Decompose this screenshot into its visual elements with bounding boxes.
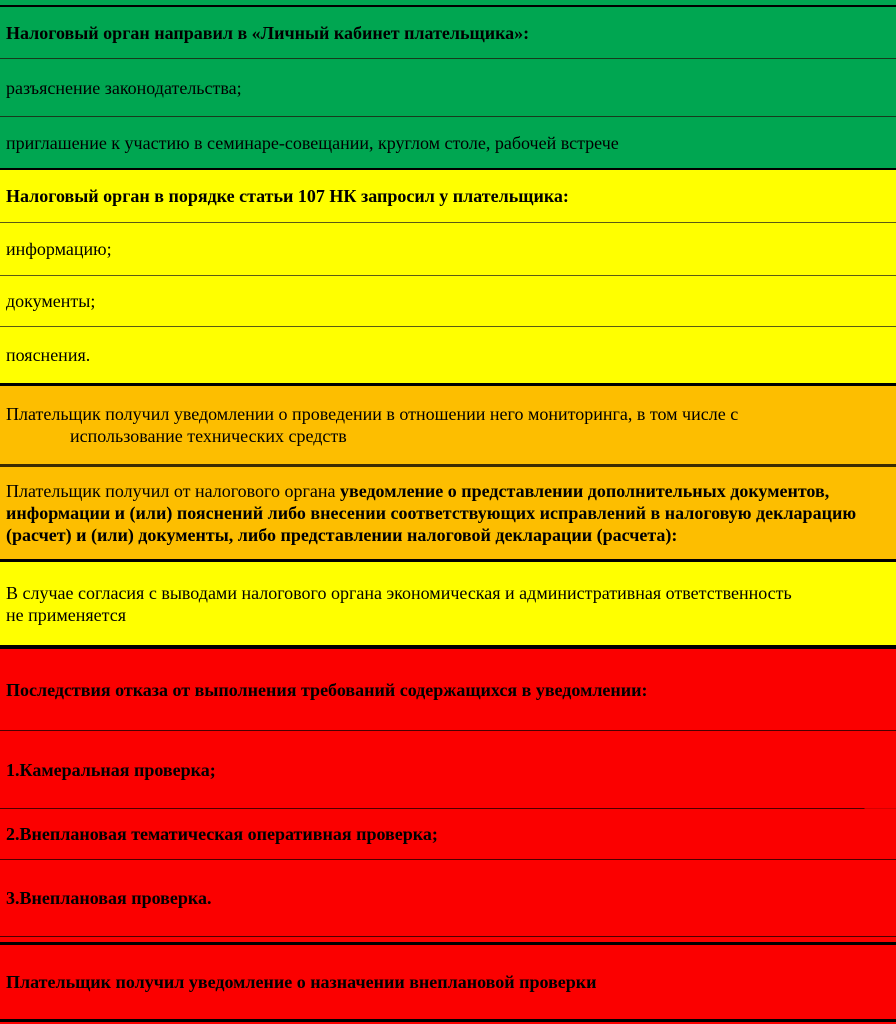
row-red-item-2: [0, 809, 896, 859]
yellow-item-2-text: документы;: [6, 291, 96, 311]
row-green-header: [0, 7, 896, 58]
row-yellow-item-1: [0, 223, 896, 275]
notice-line-3: (расчет) и (или) документы, либо представлении налоговой декларации (расчета):: [6, 525, 678, 545]
yellow-header-text: Налоговый орган в порядке статьи 107 НК запросил у плательщика:: [6, 186, 569, 206]
row-red-header: [0, 649, 896, 730]
row-green-item-1: [0, 59, 896, 116]
red-header-text: Последствия отказа от выполнения требований содержащихся в уведомлении:: [6, 679, 648, 700]
agreement-line-2: не применяется: [6, 604, 127, 625]
green-item-1-text: разъяснение законодательства;: [6, 77, 242, 98]
red-footer-text: Плательщик получил уведомление о назначении внеплановой проверки: [6, 972, 597, 992]
row-orange-monitoring: [0, 386, 896, 464]
row-yellow-header: [0, 170, 896, 222]
yellow-item-3-text: пояснения.: [6, 345, 91, 365]
row-green-item-2: [0, 117, 896, 168]
notice-line-1-normal: Плательщик получил от налогового органа: [6, 481, 340, 501]
monitoring-line-2: использование технических средств: [70, 426, 347, 446]
row-orange-notice: [0, 467, 896, 559]
red-item-2-text: 2.Внеплановая тематическая оперативная проверка;: [6, 824, 438, 844]
row-yellow-item-3: [0, 327, 896, 383]
row-red-item-1: [0, 731, 896, 808]
notice-line-2: информации и (или) пояснений либо внесении соответствующих исправлений в налоговую декларацию: [6, 503, 857, 523]
row-red-item-3: [0, 860, 896, 936]
row-yellow-agreement: [0, 562, 896, 645]
notice-line-1: [6, 480, 886, 502]
green-header-text: Налоговый орган направил в «Личный кабинет плательщика»:: [6, 22, 530, 43]
red-item-3-text: 3.Внеплановая проверка.: [6, 888, 212, 908]
yellow-item-1-text: информацию;: [6, 239, 112, 259]
row-red-footer: [0, 945, 896, 1019]
row-yellow-item-2: [0, 276, 896, 326]
green-item-2-text: приглашение к участию в семинаре-совещании, круглом столе, рабочей встрече: [6, 132, 619, 153]
notice-line-1-bold: уведомление о представлении дополнительных документов,: [339, 481, 830, 501]
monitoring-line-1: Плательщик получил уведомлении о проведении в отношении него мониторинга, в том числе с: [6, 404, 739, 424]
agreement-line-1: В случае согласия с выводами налогового органа экономическая и административная ответственность: [6, 582, 792, 603]
red-item-1-text: 1.Камеральная проверка;: [6, 759, 216, 780]
